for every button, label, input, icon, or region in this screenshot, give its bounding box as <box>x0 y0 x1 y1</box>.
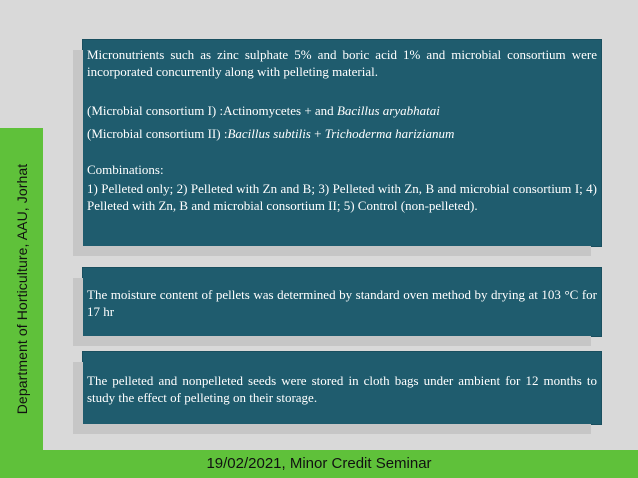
top-band <box>0 0 638 10</box>
moisture-card <box>83 268 601 336</box>
footer-label: 19/02/2021, Minor Credit Seminar <box>206 455 432 472</box>
combinations-heading: Combinations: <box>87 162 164 177</box>
combinations-text: 1) Pelleted only; 2) Pelleted with Zn and B; 3) Pelleted with Zn, B and microbial consortium I; 4) Pelleted with Zn, B and microbial consortium II; 5) Control (non-pelleted). <box>87 181 597 213</box>
micronutrients-card <box>83 40 601 246</box>
consortium-2-line <box>87 125 597 142</box>
consortium-2-plus: + <box>310 126 325 141</box>
consortium-1-line <box>87 102 597 119</box>
consortium-2-species-2: Trichoderma harizianum <box>324 126 455 141</box>
sidebar-band <box>0 128 43 450</box>
intro-text: Micronutrients such as zinc sulphate 5% and boric acid 1% and microbial consortium were incorporated concurrently along with pelleting material. <box>87 47 597 79</box>
consortium-1-species: Bacillus aryabhatai <box>336 103 440 118</box>
consortium-1-prefix: (Microbial consortium I) :Actinomycetes + and <box>87 103 337 118</box>
moisture-text: The moisture content of pellets was determined by standard oven method by drying at 103 °C for 17 hr <box>87 287 597 319</box>
consortium-2-prefix: (Microbial consortium II) : <box>87 126 228 141</box>
consortium-2-species-1: Bacillus subtilis <box>227 126 311 141</box>
footer-band <box>0 450 638 478</box>
sidebar-label: Department of Horticulture, AAU, Jorhat <box>13 163 30 415</box>
storage-card <box>83 352 601 424</box>
storage-text: The pelleted and nonpelleted seeds were stored in cloth bags under ambient for 12 months to study the effect of pelleting on their storage. <box>87 373 597 405</box>
